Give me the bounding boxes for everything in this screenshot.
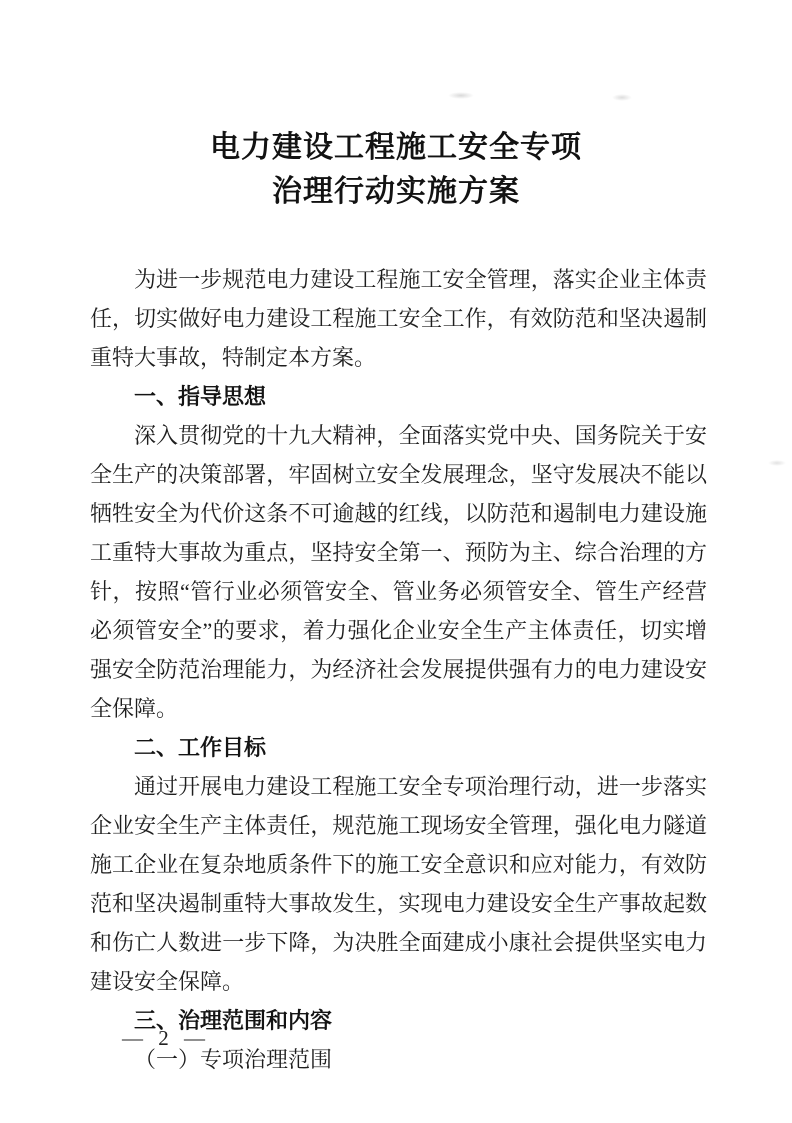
work-goals-paragraph: 通过开展电力建设工程施工安全专项治理行动，进一步落实企业安全生产主体责任，规范施工现场安全管理，强化电力隧道施工企业在复杂地质条件下的施工安全意识和应对能力，有效防范和坚决遏制重特大事故发生，实现电力建设安全生产事故起数和伤亡人数进一步下降，为决胜全面建成小康社会提供坚实电力建设安全保障。 (90, 774, 707, 994)
section-heading-guiding-ideology: 一、指导思想 (134, 384, 267, 409)
document-title-line-1: 电力建设工程施工安全专项 (210, 131, 582, 164)
section-heading-treatment-scope: 三、治理范围和内容 (134, 1008, 333, 1033)
document-title-line-2: 治理行动实施方案 (272, 175, 520, 208)
subsection-heading-special-treatment-scope: （一）专项治理范围 (134, 1047, 333, 1072)
scan-artifact (768, 460, 786, 466)
intro-paragraph: 为进一步规范电力建设工程施工安全管理，落实企业主体责任，切实做好电力建设工程施工安全工作，有效防范和坚决遏制重特大事故，特制定本方案。 (90, 267, 707, 370)
guiding-ideology-paragraph: 深入贯彻党的十九大精神，全面落实党中央、国务院关于安全生产的决策部署，牢固树立安全发展理念，坚守发展决不能以牺牲安全为代价这条不可逾越的红线，以防范和遏制电力建设施工重特大事故为重点，坚持安全第一、预防为主、综合治理的方针，按照“管行业必须管安全、管业务必须管安全、管生产经营必须管安全”的要求，着力强化企业安全生产主体责任，切实增强安全防范治理能力，为经济社会发展提供强有力的电力建设安全保障。 (90, 423, 707, 721)
document-title (0, 0, 792, 214)
document-body (90, 260, 707, 1079)
section-heading-work-goals: 二、工作目标 (134, 735, 267, 760)
page-number: — 2 — (122, 1026, 210, 1050)
